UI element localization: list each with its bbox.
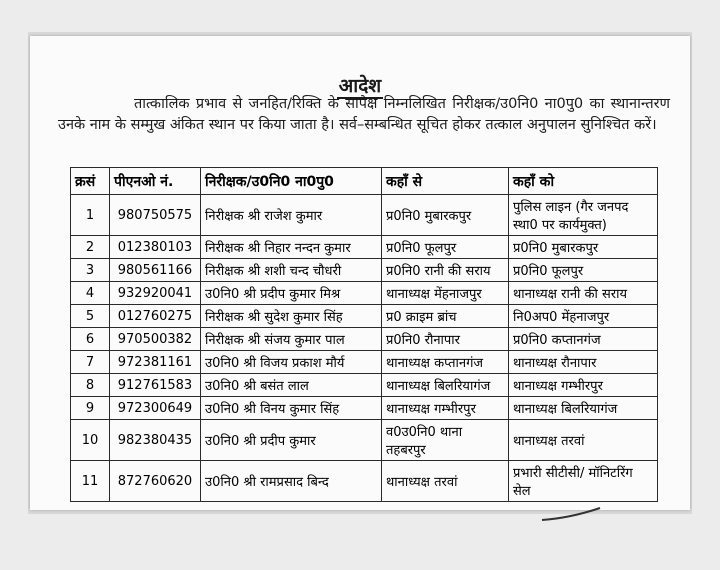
cell-serial: 11 bbox=[71, 461, 110, 502]
cell-officer: निरीक्षक श्री सुदेश कुमार सिंह bbox=[201, 305, 382, 328]
header-from: कहाँ से bbox=[382, 168, 509, 195]
cell-serial: 9 bbox=[71, 397, 110, 420]
cell-officer: निरीक्षक श्री शशी चन्द चौधरी bbox=[201, 259, 382, 282]
signature-mark bbox=[540, 504, 620, 524]
cell-officer: उ0नि0 श्री विजय प्रकाश मौर्य bbox=[201, 351, 382, 374]
order-title: आदेश bbox=[338, 75, 382, 97]
cell-pno: 932920041 bbox=[110, 282, 201, 305]
order-paragraph-text: तात्कालिक प्रभाव से जनहित/रिक्ति के सापेक्ष निम्नलिखित निरीक्षक/उ0नि0 ना0पु0 का स्थानान्तरण उनके नाम के सम्मुख अंकित स्थान पर किया जाता है। सर्व–सम्बन्धित सूचित होकर तत्काल अनुपालन सुनिश्चित करें। bbox=[58, 96, 670, 133]
header-pno: पीएनओ नं. bbox=[110, 168, 201, 195]
cell-from: प्र0नि0 रानी की सराय bbox=[382, 259, 509, 282]
cell-pno: 912761583 bbox=[110, 374, 201, 397]
header-officer: निरीक्षक/उ0नि0 ना0पु0 bbox=[201, 168, 382, 195]
cell-serial: 7 bbox=[71, 351, 110, 374]
cell-pno: 012380103 bbox=[110, 236, 201, 259]
cell-serial: 2 bbox=[71, 236, 110, 259]
cell-from: थानाध्यक्ष कप्तानगंज bbox=[382, 351, 509, 374]
table-row bbox=[71, 374, 658, 397]
cell-officer: उ0नि0 श्री प्रदीप कुमार bbox=[201, 420, 382, 461]
cell-from: थानाध्यक्ष मेंहनाजपुर bbox=[382, 282, 509, 305]
cell-from: प्र0नि0 रौनापार bbox=[382, 328, 509, 351]
cell-from: व0उ0नि0 थाना तहबरपुर bbox=[382, 420, 509, 461]
cell-pno: 982380435 bbox=[110, 420, 201, 461]
table-row bbox=[71, 282, 658, 305]
cell-officer: निरीक्षक श्री राजेश कुमार bbox=[201, 195, 382, 236]
cell-serial: 4 bbox=[71, 282, 110, 305]
cell-officer: निरीक्षक श्री निहार नन्दन कुमार bbox=[201, 236, 382, 259]
cell-from: थानाध्यक्ष तरवां bbox=[382, 461, 509, 502]
order-paragraph bbox=[58, 94, 670, 136]
table-row bbox=[71, 236, 658, 259]
cell-serial: 3 bbox=[71, 259, 110, 282]
cell-from: प्र0नि0 मुबारकपुर bbox=[382, 195, 509, 236]
cell-serial: 8 bbox=[71, 374, 110, 397]
cell-to: थानाध्यक्ष गम्भीरपुर bbox=[509, 374, 658, 397]
cell-to: पुलिस लाइन (गैर जनपद स्था0 पर कार्यमुक्त) bbox=[509, 195, 658, 236]
table-row bbox=[71, 351, 658, 374]
cell-officer: उ0नि0 श्री विनय कुमार सिंह bbox=[201, 397, 382, 420]
table-row bbox=[71, 195, 658, 236]
cell-serial: 5 bbox=[71, 305, 110, 328]
cell-to: थानाध्यक्ष बिलरियागंज bbox=[509, 397, 658, 420]
table-row bbox=[71, 259, 658, 282]
cell-from: थानाध्यक्ष गम्भीरपुर bbox=[382, 397, 509, 420]
cell-pno: 980561166 bbox=[110, 259, 201, 282]
cell-officer: उ0नि0 श्री बसंत लाल bbox=[201, 374, 382, 397]
cell-from: प्र0नि0 फूलपुर bbox=[382, 236, 509, 259]
cell-from: प्र0 क्राइम ब्रांच bbox=[382, 305, 509, 328]
cell-pno: 972381161 bbox=[110, 351, 201, 374]
table-row bbox=[71, 328, 658, 351]
cell-officer: निरीक्षक श्री संजय कुमार पाल bbox=[201, 328, 382, 351]
cell-to: प्र0नि0 फूलपुर bbox=[509, 259, 658, 282]
cell-pno: 972300649 bbox=[110, 397, 201, 420]
cell-to: प्र0नि0 कप्तानगंज bbox=[509, 328, 658, 351]
cell-to: थानाध्यक्ष रानी की सराय bbox=[509, 282, 658, 305]
header-serial: क्रसं bbox=[71, 168, 110, 195]
cell-to: प्रभारी सीटीसी/ मॉनिटरिंग सेल bbox=[509, 461, 658, 502]
cell-from: थानाध्यक्ष बिलरियागंज bbox=[382, 374, 509, 397]
cell-serial: 10 bbox=[71, 420, 110, 461]
cell-pno: 980750575 bbox=[110, 195, 201, 236]
table-row bbox=[71, 305, 658, 328]
cell-pno: 970500382 bbox=[110, 328, 201, 351]
cell-officer: उ0नि0 श्री रामप्रसाद बिन्द bbox=[201, 461, 382, 502]
cell-to: नि0अप0 मेंहनाजपुर bbox=[509, 305, 658, 328]
table-row bbox=[71, 420, 658, 461]
cell-to: प्र0नि0 मुबारकपुर bbox=[509, 236, 658, 259]
table-header-row bbox=[71, 168, 658, 195]
cell-officer: उ0नि0 श्री प्रदीप कुमार मिश्र bbox=[201, 282, 382, 305]
cell-pno: 012760275 bbox=[110, 305, 201, 328]
cell-to: थानाध्यक्ष तरवां bbox=[509, 420, 658, 461]
cell-serial: 6 bbox=[71, 328, 110, 351]
cell-pno: 872760620 bbox=[110, 461, 201, 502]
cell-to: थानाध्यक्ष रौनापार bbox=[509, 351, 658, 374]
table-row bbox=[71, 397, 658, 420]
header-to: कहाँ को bbox=[509, 168, 658, 195]
table-row bbox=[71, 461, 658, 502]
cell-serial: 1 bbox=[71, 195, 110, 236]
transfer-table bbox=[70, 167, 658, 502]
